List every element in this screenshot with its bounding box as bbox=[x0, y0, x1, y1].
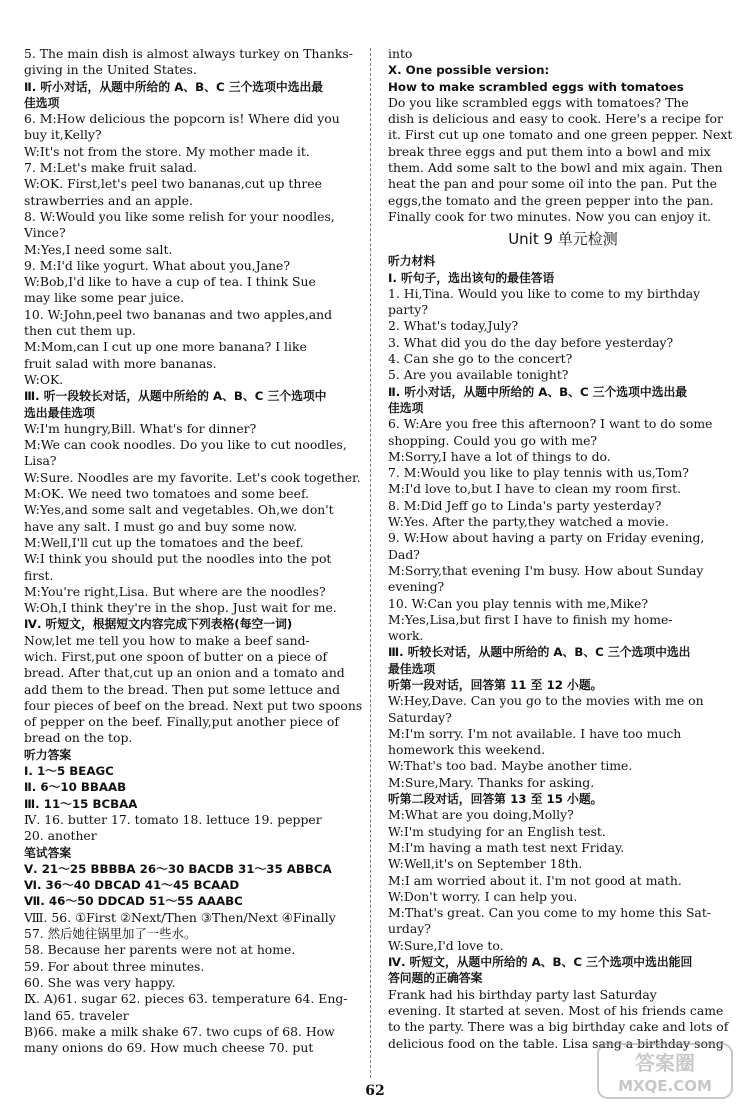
text-line: Ⅱ. 听小对话，从题中所给的 A、B、C 三个选项中选出最 bbox=[24, 79, 324, 94]
text-line: M:We can cook noodles. Do you like to cut noodles, bbox=[24, 437, 347, 453]
text-line: Ⅰ. 1～5 BEAGC bbox=[24, 764, 114, 779]
text-line: Ⅳ. 听短文，根据短文内容完成下列表格(每空一词) bbox=[24, 617, 293, 632]
text-line: 9. M:I'd like yogurt. What about you,Jane? bbox=[24, 257, 291, 273]
text-line: Finally cook for two minutes. Now you can enjoy it. bbox=[388, 208, 712, 224]
text-line: Lisa? bbox=[24, 453, 57, 469]
text-line: to the party. There was a big birthday cake and lots of bbox=[388, 1019, 729, 1035]
text-line: 听力材料 bbox=[388, 254, 436, 269]
text-line: B)66. make a milk shake 67. two cups of 68. How bbox=[24, 1023, 335, 1039]
text-line: delicious food on the table. Lisa sang a birthday song bbox=[388, 1035, 724, 1051]
text-line: Ⅰ. 听句子，选出该句的最佳答语 bbox=[388, 270, 555, 285]
text-line: Ⅸ. A)61. sugar 62. pieces 63. temperature 64. Eng- bbox=[24, 991, 348, 1007]
watermark-text-bottom: MXQE.COM bbox=[618, 1077, 712, 1095]
text-line: bread. After that,cut up an onion and a tomato and bbox=[24, 665, 345, 681]
text-line: W:Yes,and some salt and vegetables. Oh,we don't bbox=[24, 502, 334, 518]
text-line: Do you like scrambled eggs with tomatoes? The bbox=[388, 94, 689, 110]
text-line: M:Sorry,I have a lot of things to do. bbox=[388, 448, 611, 464]
text-line: How to make scrambled eggs with tomatoes bbox=[388, 79, 684, 94]
text-line: W:Well,it's on September 18th. bbox=[388, 856, 583, 872]
text-line: 9. W:How about having a party on Friday evening, bbox=[388, 530, 705, 546]
text-line: Ⅳ. 听短文，从题中所给的 A、B、C 三个选项中选出能回 bbox=[388, 955, 693, 970]
text-line: Ⅱ. 听小对话，从题中所给的 A、B、C 三个选项中选出最 bbox=[388, 384, 688, 399]
text-line: 最佳选项 bbox=[388, 661, 436, 676]
text-line: W:Sure,I'd love to. bbox=[388, 937, 504, 953]
text-line: M:Yes,I need some salt. bbox=[24, 241, 173, 257]
text-line: many onions do 69. How much cheese 70. put bbox=[24, 1040, 314, 1056]
listening-material bbox=[388, 253, 738, 1052]
text-line: giving in the United States. bbox=[24, 62, 197, 78]
text-line: 10. W:John,peel two bananas and two apples,and bbox=[24, 306, 332, 322]
text-line: them. Add some salt to the bowl and mix again. Then bbox=[388, 160, 723, 176]
text-line: break three eggs and put them into a bowl and mix bbox=[388, 143, 711, 159]
text-line: homework this weekend. bbox=[388, 742, 546, 758]
text-line: 8. W:Would you like some relish for your noodles, bbox=[24, 208, 335, 224]
text-line: W:OK. First,let's peel two bananas,cut up three bbox=[24, 176, 322, 192]
text-line: land 65. traveler bbox=[24, 1007, 129, 1023]
watermark-logo bbox=[596, 1042, 734, 1100]
text-line: Vince? bbox=[24, 225, 66, 241]
text-line: Ⅵ. 36～40 DBCAD 41～45 BCAAD bbox=[24, 878, 240, 893]
text-line: 听第二段对话，回答第 13 至 15 小题。 bbox=[388, 792, 603, 807]
text-line: 听力答案 bbox=[24, 747, 72, 762]
text-line: 6. W:Are you free this afternoon? I want to do some bbox=[388, 416, 713, 432]
text-line: 1. Hi,Tina. Would you like to come to my birthday bbox=[388, 285, 701, 301]
text-line: W:Don't worry. I can help you. bbox=[388, 888, 578, 904]
text-line: bread on the top. bbox=[24, 730, 133, 746]
text-line: M:OK. We need two tomatoes and some beef. bbox=[24, 486, 310, 502]
text-line: into bbox=[388, 46, 413, 61]
text-line: M:I am worried about it. I'm not good at math. bbox=[388, 872, 682, 888]
text-line: Ⅱ. 6～10 BBAAB bbox=[24, 780, 127, 795]
text-line: it. First cut up one tomato and one green pepper. Next bbox=[388, 127, 733, 143]
text-line: Ⅹ. One possible version: bbox=[388, 63, 550, 78]
text-line: M:What are you doing,Molly? bbox=[388, 807, 574, 823]
text-line: eggs,the tomato and the green pepper into the pan. bbox=[388, 192, 714, 208]
text-line: four pieces of beef on the bread. Next put two spoons bbox=[24, 697, 363, 713]
text-line: Ⅲ. 听一段较长对话，从题中所给的 A、B、C 三个选项中 bbox=[24, 389, 327, 404]
text-line: wich. First,put one spoon of butter on a piece of bbox=[24, 648, 328, 664]
text-line: W:I'm studying for an English test. bbox=[388, 823, 606, 839]
text-line: W:I think you should put the noodles into the pot bbox=[24, 551, 332, 567]
text-line: 57. 然后她往锅里加了一些水。 bbox=[24, 926, 197, 942]
text-line: then cut them up. bbox=[24, 323, 136, 339]
text-line: Ⅶ. 46～50 DDCAD 51～55 AAABC bbox=[24, 894, 243, 909]
right-column bbox=[388, 46, 738, 1076]
text-line: 佳选项 bbox=[24, 95, 60, 110]
text-line: 5. Are you available tonight? bbox=[388, 367, 569, 383]
text-line: W:Yes. After the party,they watched a movie. bbox=[388, 514, 669, 530]
text-line: M:Yes,Lisa,but first I have to finish my home- bbox=[388, 611, 673, 627]
text-line: heat the pan and pour some oil into the pan. Put the bbox=[388, 176, 717, 192]
text-line: shopping. Could you go with me? bbox=[388, 432, 598, 448]
text-line: 20. another bbox=[24, 828, 97, 844]
text-line: 7. M:Let's make fruit salad. bbox=[24, 160, 198, 176]
text-line: Ⅲ. 11～15 BCBAA bbox=[24, 796, 138, 811]
text-line: 58. Because her parents were not at home. bbox=[24, 942, 296, 958]
text-line: may like some pear juice. bbox=[24, 290, 185, 306]
text-line: party? bbox=[388, 302, 428, 318]
text-line: M:I'm having a math test next Friday. bbox=[388, 839, 625, 855]
text-line: M:Well,I'll cut up the tomatoes and the beef. bbox=[24, 534, 304, 550]
text-line: Frank had his birthday party last Saturday bbox=[388, 986, 657, 1002]
text-line: M:Sorry,that evening I'm busy. How about Sunday bbox=[388, 562, 704, 578]
text-line: of pepper on the beef. Finally,put another piece of bbox=[24, 714, 339, 730]
text-line: 2. What's today,July? bbox=[388, 318, 519, 334]
text-line: M:That's great. Can you come to my home this Sat- bbox=[388, 905, 711, 921]
text-line: urday? bbox=[388, 921, 431, 937]
text-line: Ⅴ. 21～25 BBBBA 26～30 BACDB 31～35 ABBCA bbox=[24, 861, 332, 876]
text-line: strawberries and an apple. bbox=[24, 192, 193, 208]
text-line: M:Sure,Mary. Thanks for asking. bbox=[388, 774, 595, 790]
text-line: Ⅳ. 16. butter 17. tomato 18. lettuce 19. pepper bbox=[24, 811, 322, 827]
text-line: fruit salad with more bananas. bbox=[24, 355, 217, 371]
text-line: 笔试答案 bbox=[24, 845, 72, 860]
text-line: W:Hey,Dave. Can you go to the movies with me on bbox=[388, 693, 704, 709]
text-line: evening. It started at seven. Most of his friends came bbox=[388, 1002, 724, 1018]
text-line: buy it,Kelly? bbox=[24, 127, 102, 143]
text-line: dish is delicious and easy to cook. Here's a recipe for bbox=[388, 111, 723, 127]
text-line: 4. Can she go to the concert? bbox=[388, 351, 573, 367]
text-line: 3. What did you do the day before yesterday? bbox=[388, 334, 674, 350]
text-line: W:I'm hungry,Bill. What's for dinner? bbox=[24, 420, 257, 436]
text-line: M:I'm sorry. I'm not available. I have too much bbox=[388, 725, 682, 741]
text-line: 选出最佳选项 bbox=[24, 405, 95, 420]
text-line: W:Oh,I think they're in the shop. Just wait for me. bbox=[24, 600, 337, 616]
left-column bbox=[24, 46, 374, 1076]
text-line: W:That's too bad. Maybe another time. bbox=[388, 758, 633, 774]
text-line: M:Mom,can I cut up one more banana? I like bbox=[24, 339, 307, 355]
text-line: 8. M:Did Jeff go to Linda's party yesterday? bbox=[388, 497, 662, 513]
text-line: 5. The main dish is almost always turkey on Thanks- bbox=[24, 46, 353, 61]
text-line: W:Sure. Noodles are my favorite. Let's cook together. bbox=[24, 469, 361, 485]
text-line: 听第一段对话，回答第 11 至 12 小题。 bbox=[388, 677, 603, 692]
text-line: Ⅲ. 听较长对话，从题中所给的 A、B、C 三个选项中选出 bbox=[388, 645, 691, 660]
text-line: W:OK. bbox=[24, 371, 64, 387]
text-line: M:You're right,Lisa. But where are the noodles? bbox=[24, 583, 326, 599]
text-line: add them to the bread. Then put some lettuce and bbox=[24, 681, 341, 697]
text-line: 佳选项 bbox=[388, 400, 424, 415]
text-line: W:It's not from the store. My mother made it. bbox=[24, 143, 310, 159]
text-line: Now,let me tell you how to make a beef sand- bbox=[24, 632, 310, 648]
watermark-text-top: 答案圈 bbox=[635, 1051, 695, 1075]
text-line: 7. M:Would you like to play tennis with us,Tom? bbox=[388, 465, 689, 481]
text-line: 59. For about three minutes. bbox=[24, 958, 205, 974]
page-number: 62 bbox=[365, 1083, 385, 1099]
text-line: evening? bbox=[388, 579, 445, 595]
text-line: work. bbox=[388, 628, 424, 644]
unit-title: Unit 9 单元检测 bbox=[508, 230, 618, 249]
text-line: 60. She was very happy. bbox=[24, 974, 176, 990]
text-line: Saturday? bbox=[388, 709, 452, 725]
text-line: Dad? bbox=[388, 546, 420, 562]
text-line: W:Bob,I'd like to have a cup of tea. I think Sue bbox=[24, 274, 316, 290]
column-divider bbox=[370, 48, 371, 1078]
text-line: M:I'd love to,but I have to clean my room first. bbox=[388, 481, 682, 497]
text-line: Ⅷ. 56. ①First ②Next/Then ③Then/Next ④Finally bbox=[24, 909, 336, 925]
text-line: have any salt. I must go and buy some now. bbox=[24, 518, 298, 534]
text-line: first. bbox=[24, 567, 54, 583]
text-line: 答问题的正确答案 bbox=[388, 971, 483, 986]
writing-sample bbox=[388, 46, 738, 225]
text-line: 10. W:Can you play tennis with me,Mike? bbox=[388, 595, 649, 611]
text-line: 6. M:How delicious the popcorn is! Where did you bbox=[24, 111, 340, 127]
